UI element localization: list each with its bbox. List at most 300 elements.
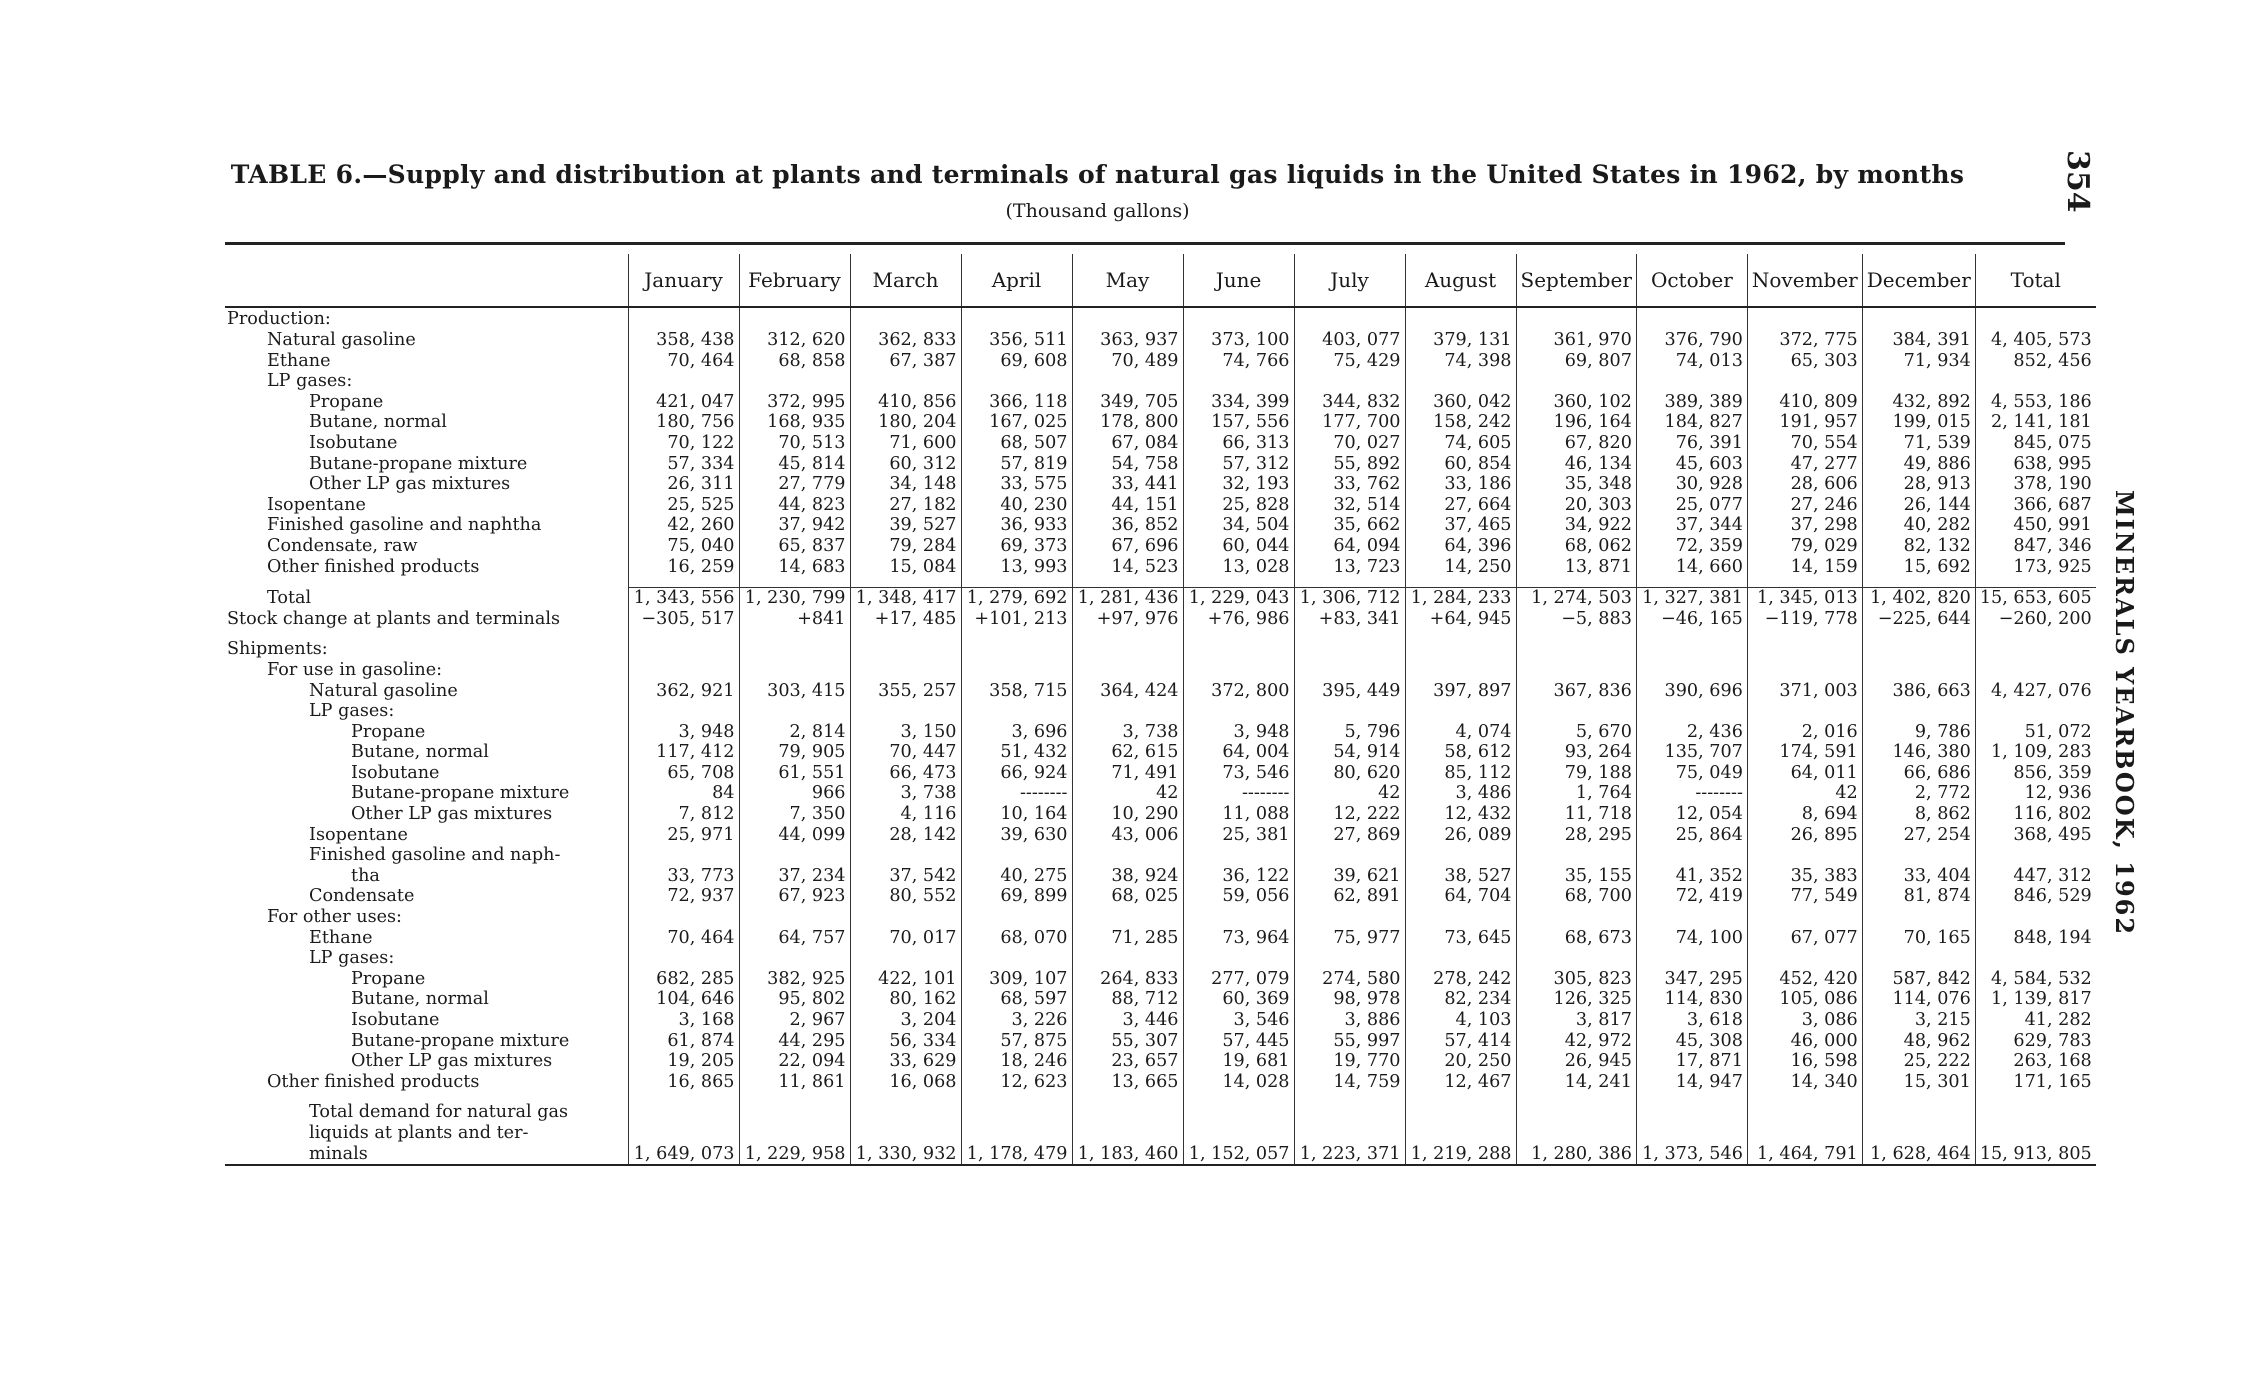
table-cell: 48, 962 [1862, 1031, 1975, 1052]
row-label: Propane [309, 391, 384, 412]
table-cell: 1, 274, 503 [1516, 588, 1636, 609]
table-cell: 277, 079 [1183, 969, 1294, 990]
table-cell [1405, 701, 1516, 722]
table-cell [1747, 371, 1862, 392]
table-cell: 305, 823 [1516, 969, 1636, 990]
table-cell: 36, 933 [961, 515, 1072, 536]
table-cell: 360, 042 [1405, 392, 1516, 413]
table-cell: 3, 618 [1636, 1010, 1747, 1031]
table-cell: 105, 086 [1747, 989, 1862, 1010]
row-label: Isopentane [309, 824, 408, 845]
table-cell [1294, 1123, 1405, 1144]
table-cell: 81, 874 [1862, 886, 1975, 907]
table-cell: −305, 517 [628, 609, 739, 630]
table-cell: 79, 188 [1516, 763, 1636, 784]
table-cell: 8, 694 [1747, 804, 1862, 825]
table-cell: 68, 025 [1072, 886, 1183, 907]
row-label: Ethane [267, 350, 331, 371]
table-cell [1183, 701, 1294, 722]
table-cell: 3, 226 [961, 1010, 1072, 1031]
table-cell: 25, 525 [628, 495, 739, 516]
table-cell: 68, 062 [1516, 536, 1636, 557]
table-row [225, 536, 2096, 557]
table-body [225, 307, 2096, 1165]
table-cell: 13, 993 [961, 557, 1072, 578]
table-cell: 67, 820 [1516, 433, 1636, 454]
table-cell: 46, 134 [1516, 454, 1636, 475]
table-cell: 390, 696 [1636, 681, 1747, 702]
table-cell: 363, 937 [1072, 330, 1183, 351]
table-cell: 71, 600 [850, 433, 961, 454]
table-cell: 274, 580 [1294, 969, 1405, 990]
table-cell: 856, 359 [1975, 763, 2095, 784]
table-cell: 1, 284, 233 [1405, 588, 1516, 609]
table-cell: 178, 800 [1072, 412, 1183, 433]
table-cell [1405, 948, 1516, 969]
table-cell: 3, 948 [1183, 722, 1294, 743]
table-cell: 2, 814 [739, 722, 850, 743]
table-cell [1975, 639, 2095, 660]
column-header: September [1516, 254, 1636, 307]
table-cell: 196, 164 [1516, 412, 1636, 433]
table-cell: 32, 514 [1294, 495, 1405, 516]
table-cell [1636, 1092, 1747, 1102]
table-row [225, 454, 2096, 475]
table-cell [1862, 629, 1975, 639]
table-cell: 71, 539 [1862, 433, 1975, 454]
column-header: July [1294, 254, 1405, 307]
table-cell: 1, 330, 932 [850, 1144, 961, 1166]
table-cell: 26, 311 [628, 474, 739, 495]
table-cell: 47, 277 [1747, 454, 1862, 475]
table-cell: 19, 681 [1183, 1051, 1294, 1072]
table-row [225, 495, 2096, 516]
spacer-row [225, 1092, 2096, 1102]
table-row [225, 948, 2096, 969]
row-label: Condensate, raw [267, 535, 418, 556]
table-cell: 368, 495 [1975, 825, 2095, 846]
table-cell [1294, 907, 1405, 928]
table-cell: 70, 464 [628, 351, 739, 372]
table-cell: 68, 070 [961, 928, 1072, 949]
table-cell [1516, 701, 1636, 722]
table-cell: 67, 387 [850, 351, 961, 372]
table-cell: 69, 807 [1516, 351, 1636, 372]
table-cell: 68, 507 [961, 433, 1072, 454]
table-cell: 432, 892 [1862, 392, 1975, 413]
table-row [225, 515, 2096, 536]
table-cell: 14, 340 [1747, 1072, 1862, 1093]
table-cell: 68, 673 [1516, 928, 1636, 949]
table-cell [961, 1092, 1072, 1102]
row-label: LP gases: [267, 371, 353, 392]
table-row [225, 1123, 2096, 1144]
table-cell [1975, 907, 2095, 928]
table-cell [1516, 845, 1636, 866]
stub-header [225, 254, 628, 307]
table-cell: 366, 687 [1975, 495, 2095, 516]
table-cell: 146, 380 [1862, 742, 1975, 763]
table-cell: 852, 456 [1975, 351, 2095, 372]
table-title: TABLE 6.—Supply and distribution at plants and terminals of natural gas liquids in the United States in 1962, by months [230, 160, 1965, 189]
table-cell: 37, 234 [739, 866, 850, 887]
table-cell: 58, 612 [1405, 742, 1516, 763]
table-cell: 73, 546 [1183, 763, 1294, 784]
table-cell [1747, 701, 1862, 722]
table-cell: +64, 945 [1405, 609, 1516, 630]
table-cell [961, 845, 1072, 866]
column-header: April [961, 254, 1072, 307]
row-label: liquids at plants and ter- [309, 1122, 529, 1143]
table-cell: 33, 762 [1294, 474, 1405, 495]
table-cell: 1, 373, 546 [1636, 1144, 1747, 1166]
table-cell [1636, 629, 1747, 639]
table-cell: 4, 405, 573 [1975, 330, 2095, 351]
table-cell: 25, 864 [1636, 825, 1747, 846]
table-cell [850, 845, 961, 866]
table-cell: 54, 914 [1294, 742, 1405, 763]
table-cell [1183, 948, 1294, 969]
table-cell: 84 [628, 783, 739, 804]
table-cell: 64, 094 [1294, 536, 1405, 557]
table-cell [1862, 907, 1975, 928]
table-cell: 3, 215 [1862, 1010, 1975, 1031]
table-cell: 51, 072 [1975, 722, 2095, 743]
table-cell [1636, 1123, 1747, 1144]
row-label: minals [225, 1144, 628, 1166]
table-cell [1636, 307, 1747, 330]
table-cell: 13, 028 [1183, 557, 1294, 578]
table-cell: 57, 334 [628, 454, 739, 475]
table-cell: 69, 608 [961, 351, 1072, 372]
table-cell [1072, 577, 1183, 588]
table-cell: 378, 190 [1975, 474, 2095, 495]
row-label: Other finished products [267, 1071, 480, 1092]
table-cell: 1, 229, 958 [739, 1144, 850, 1166]
table-cell: 4, 553, 186 [1975, 392, 2095, 413]
table-cell: 422, 101 [850, 969, 961, 990]
table-cell: -------- [961, 783, 1072, 804]
row-label: Butane, normal [351, 989, 489, 1010]
table-cell: 344, 832 [1294, 392, 1405, 413]
table-cell: 67, 923 [739, 886, 850, 907]
table-cell: 74, 766 [1183, 351, 1294, 372]
table-cell [739, 639, 850, 660]
table-cell: 638, 995 [1975, 454, 2095, 475]
table-cell [850, 639, 961, 660]
table-cell: 104, 646 [628, 989, 739, 1010]
table-cell: 587, 842 [1862, 969, 1975, 990]
table-cell [1183, 907, 1294, 928]
table-cell [1405, 639, 1516, 660]
table-cell: 966 [739, 783, 850, 804]
table-cell: 35, 662 [1294, 515, 1405, 536]
table-cell [1072, 1092, 1183, 1102]
table-cell: 157, 556 [1183, 412, 1294, 433]
table-cell: −225, 644 [1862, 609, 1975, 630]
table-cell [1183, 629, 1294, 639]
table-cell [1072, 629, 1183, 639]
table-cell: 28, 606 [1747, 474, 1862, 495]
table-cell: 5, 796 [1294, 722, 1405, 743]
table-cell: 26, 945 [1516, 1051, 1636, 1072]
table-cell [1747, 307, 1862, 330]
table-cell: 33, 773 [628, 866, 739, 887]
table-cell: 8, 862 [1862, 804, 1975, 825]
table-cell: 19, 205 [628, 1051, 739, 1072]
table-cell [628, 660, 739, 681]
table-cell: 72, 937 [628, 886, 739, 907]
table-cell: 373, 100 [1183, 330, 1294, 351]
table-cell: 158, 242 [1405, 412, 1516, 433]
table-cell: 334, 399 [1183, 392, 1294, 413]
table-cell [1747, 1102, 1862, 1123]
table-cell: 11, 088 [1183, 804, 1294, 825]
table-row [225, 330, 2096, 351]
table-cell: 312, 620 [739, 330, 850, 351]
table-cell: 66, 313 [1183, 433, 1294, 454]
table-cell [1183, 660, 1294, 681]
table-cell: 59, 056 [1183, 886, 1294, 907]
table-cell: 3, 546 [1183, 1010, 1294, 1031]
table-cell: 79, 029 [1747, 536, 1862, 557]
table-cell: +841 [739, 609, 850, 630]
table-cell [628, 1092, 739, 1102]
row-label: Butane-propane mixture [351, 1030, 570, 1051]
table-row [225, 1144, 2096, 1166]
table-cell: 27, 254 [1862, 825, 1975, 846]
table-cell: 12, 054 [1636, 804, 1747, 825]
row-label: Condensate [309, 886, 415, 907]
table-cell: 355, 257 [850, 681, 961, 702]
table-cell: 61, 551 [739, 763, 850, 784]
table-cell [1975, 629, 2095, 639]
table-cell [739, 371, 850, 392]
table-cell [961, 907, 1072, 928]
table-row [225, 660, 2096, 681]
table-cell: 34, 504 [1183, 515, 1294, 536]
table-cell: 34, 922 [1516, 515, 1636, 536]
spacer-row [225, 629, 2096, 639]
table-row [225, 412, 2096, 433]
table-cell [1072, 1102, 1183, 1123]
table-cell: 32, 193 [1183, 474, 1294, 495]
table-cell: 4, 103 [1405, 1010, 1516, 1031]
table-cell: 174, 591 [1747, 742, 1862, 763]
table-cell: 44, 099 [739, 825, 850, 846]
table-cell: 14, 250 [1405, 557, 1516, 578]
table-cell: 37, 298 [1747, 515, 1862, 536]
table-cell [628, 307, 739, 330]
table-cell: 376, 790 [1636, 330, 1747, 351]
row-label: tha [351, 865, 380, 886]
table-cell: 25, 077 [1636, 495, 1747, 516]
table-row [225, 763, 2096, 784]
table-cell [961, 307, 1072, 330]
table-cell: 11, 718 [1516, 804, 1636, 825]
table-cell: 27, 182 [850, 495, 961, 516]
table-cell: 38, 527 [1405, 866, 1516, 887]
table-cell [1862, 948, 1975, 969]
table-cell: 1, 229, 043 [1183, 588, 1294, 609]
table-cell: 33, 629 [850, 1051, 961, 1072]
table-cell: 55, 892 [1294, 454, 1405, 475]
table-cell: 177, 700 [1294, 412, 1405, 433]
table-cell [739, 1123, 850, 1144]
table-cell: 33, 441 [1072, 474, 1183, 495]
table-cell [1072, 371, 1183, 392]
table-cell [961, 701, 1072, 722]
table-row [225, 701, 2096, 722]
table-cell [1975, 948, 2095, 969]
table-subtitle: (Thousand gallons) [1005, 200, 1190, 222]
table-cell: 66, 473 [850, 763, 961, 784]
table-cell: 358, 715 [961, 681, 1072, 702]
table-cell: 389, 389 [1636, 392, 1747, 413]
table-cell: 3, 446 [1072, 1010, 1183, 1031]
table-cell: 1, 464, 791 [1747, 1144, 1862, 1166]
column-header: November [1747, 254, 1862, 307]
table-cell [1747, 845, 1862, 866]
table-cell: 14, 683 [739, 557, 850, 578]
row-label: Propane [351, 721, 426, 742]
table-cell: 2, 436 [1636, 722, 1747, 743]
table-cell: 69, 899 [961, 886, 1072, 907]
table-cell: 1, 139, 817 [1975, 989, 2095, 1010]
table-cell: 72, 419 [1636, 886, 1747, 907]
table-cell: 39, 527 [850, 515, 961, 536]
table-cell: 36, 122 [1183, 866, 1294, 887]
table-cell [1405, 1102, 1516, 1123]
table-cell: 37, 942 [739, 515, 850, 536]
table-cell: 28, 295 [1516, 825, 1636, 846]
table-cell: 1, 348, 417 [850, 588, 961, 609]
row-label: Isopentane [267, 494, 366, 515]
table-cell: 403, 077 [1294, 330, 1405, 351]
data-table [225, 254, 2096, 1166]
table-cell: 62, 615 [1072, 742, 1183, 763]
table-cell: 12, 222 [1294, 804, 1405, 825]
table-cell: 16, 068 [850, 1072, 961, 1093]
table-cell [1183, 1102, 1294, 1123]
table-cell [961, 1102, 1072, 1123]
row-label: Finished gasoline and naph- [309, 845, 561, 866]
table-cell: 12, 623 [961, 1072, 1072, 1093]
table-cell [1183, 1092, 1294, 1102]
table-cell: 347, 295 [1636, 969, 1747, 990]
row-label: Total [267, 587, 312, 608]
table-cell: 278, 242 [1405, 969, 1516, 990]
table-cell: 65, 837 [739, 536, 850, 557]
table-cell: 3, 886 [1294, 1010, 1405, 1031]
table-cell: 1, 402, 820 [1862, 588, 1975, 609]
table-cell [1072, 907, 1183, 928]
table-cell: 379, 131 [1405, 330, 1516, 351]
table-cell: +17, 485 [850, 609, 961, 630]
table-cell: 69, 373 [961, 536, 1072, 557]
table-cell: 64, 004 [1183, 742, 1294, 763]
table-cell: 60, 312 [850, 454, 961, 475]
table-cell: −46, 165 [1636, 609, 1747, 630]
table-cell: −5, 883 [1516, 609, 1636, 630]
table-cell: 37, 542 [850, 866, 961, 887]
table-cell: 3, 738 [1072, 722, 1183, 743]
table-row [225, 928, 2096, 949]
table-cell [1294, 948, 1405, 969]
table-row [225, 307, 2096, 330]
table-cell [850, 1123, 961, 1144]
table-cell: 180, 756 [628, 412, 739, 433]
table-cell: 57, 819 [961, 454, 1072, 475]
table-cell: 382, 925 [739, 969, 850, 990]
table-cell [1975, 307, 2095, 330]
table-cell: 38, 924 [1072, 866, 1183, 887]
table-cell: 65, 303 [1747, 351, 1862, 372]
table-cell: 372, 995 [739, 392, 850, 413]
table-cell [1516, 948, 1636, 969]
table-cell [1862, 1102, 1975, 1123]
row-label: Natural gasoline [309, 680, 458, 701]
table-cell: 135, 707 [1636, 742, 1747, 763]
table-cell [628, 701, 739, 722]
table-cell [1183, 371, 1294, 392]
table-cell: 629, 783 [1975, 1031, 2095, 1052]
table-cell: 358, 438 [628, 330, 739, 351]
table-row [225, 989, 2096, 1010]
table-cell: 11, 861 [739, 1072, 850, 1093]
table-cell [1405, 660, 1516, 681]
top-rule [225, 242, 2065, 245]
table-cell [1975, 1123, 2095, 1144]
table-cell: 1, 281, 436 [1072, 588, 1183, 609]
table-cell [739, 1092, 850, 1102]
table-cell: 14, 159 [1747, 557, 1862, 578]
table-cell: 848, 194 [1975, 928, 2095, 949]
table-cell: 79, 905 [739, 742, 850, 763]
table-cell: 2, 141, 181 [1975, 412, 2095, 433]
table-cell: 70, 513 [739, 433, 850, 454]
table-cell: 15, 913, 805 [1975, 1144, 2095, 1166]
table-cell [1747, 639, 1862, 660]
table-cell: 5, 670 [1516, 722, 1636, 743]
table-cell: 3, 696 [961, 722, 1072, 743]
table-cell: 68, 700 [1516, 886, 1636, 907]
table-cell [850, 629, 961, 639]
table-cell [850, 371, 961, 392]
table-cell: 3, 948 [628, 722, 739, 743]
table-row [225, 433, 2096, 454]
table-row [225, 1102, 2096, 1123]
table-cell: +76, 986 [1183, 609, 1294, 630]
row-label: For other uses: [267, 907, 402, 928]
table-cell [850, 660, 961, 681]
table-cell [628, 577, 739, 588]
table-cell [961, 660, 1072, 681]
table-cell [1072, 845, 1183, 866]
table-cell: 7, 350 [739, 804, 850, 825]
table-cell [1747, 907, 1862, 928]
table-cell [1072, 307, 1183, 330]
table-cell: 42 [1747, 783, 1862, 804]
row-label: Butane, normal [309, 412, 447, 433]
table-cell: 362, 921 [628, 681, 739, 702]
table-row [225, 609, 2096, 630]
table-cell: +97, 976 [1072, 609, 1183, 630]
row-label: Isobutane [351, 1010, 440, 1030]
table-cell: 14, 523 [1072, 557, 1183, 578]
table-cell: 303, 415 [739, 681, 850, 702]
table-cell: 12, 432 [1405, 804, 1516, 825]
